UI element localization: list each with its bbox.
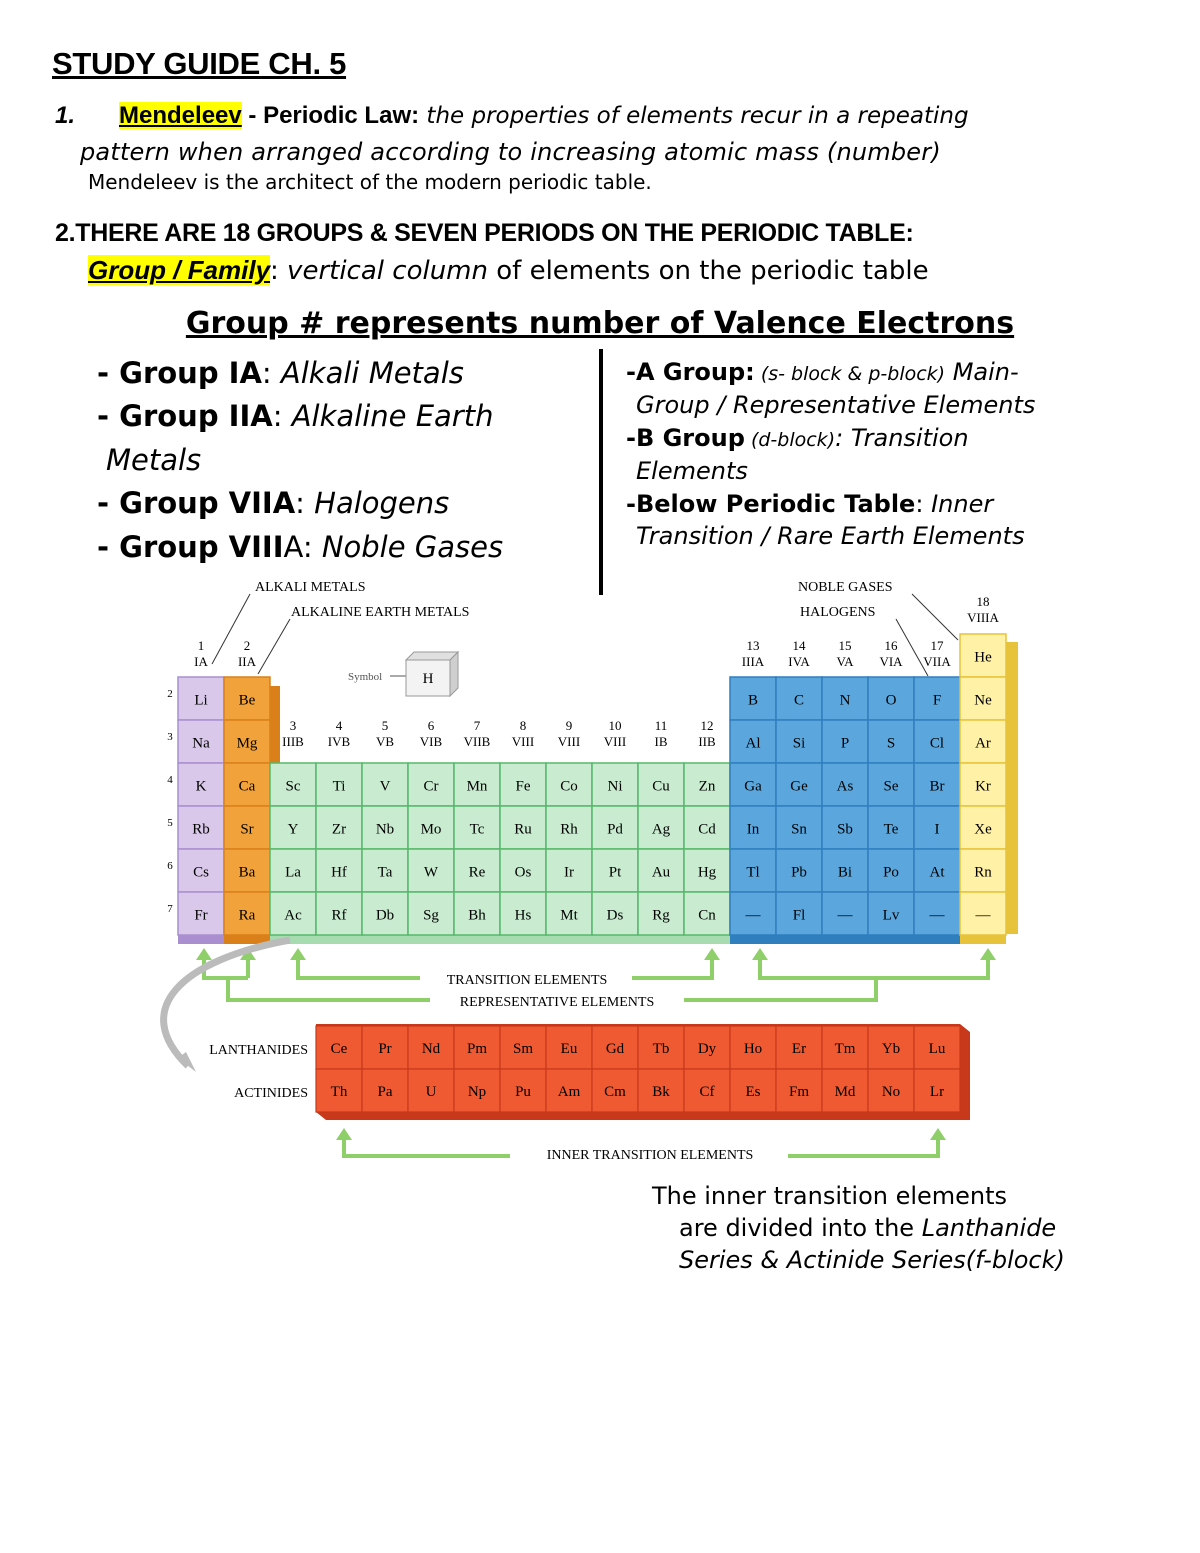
group-roman: VIIB (463, 734, 491, 749)
element-symbol: Rg (652, 907, 670, 924)
element-symbol: Mg (236, 735, 258, 752)
element-symbol: Db (375, 907, 395, 924)
group-number: 3 (289, 718, 297, 733)
group-roman: VIII (603, 734, 627, 749)
transition-arrowhead-right (704, 948, 720, 960)
inner-transition-label: INNER TRANSITION ELEMENTS (546, 1148, 754, 1163)
element-symbol: Bi (837, 864, 853, 881)
element-symbol: La (285, 864, 301, 881)
element-symbol: Zr (331, 821, 347, 838)
item-1-number: 1. (55, 102, 76, 129)
lanthanide-symbol: Sm (512, 1041, 534, 1057)
symbol-key-label: Symbol (348, 671, 383, 683)
group-ia-item (97, 356, 464, 390)
element-symbol: Ac (284, 907, 302, 924)
group-viii-item (97, 530, 503, 564)
group-roman: IIIA (741, 654, 765, 669)
group-roman: IVB (327, 734, 351, 749)
actinides-label: ACTINIDES (234, 1086, 308, 1101)
group-viia-item (97, 486, 449, 520)
periodic-law-text-a: the properties of elements recur in a repeating (419, 103, 969, 129)
a-group-value-1: Main- (945, 358, 1019, 386)
element-symbol: Xe (974, 821, 992, 838)
note-text-b: are divided into the (679, 1214, 922, 1242)
actinide-symbol: Np (467, 1084, 487, 1100)
main-bottom-shade (730, 935, 960, 944)
group-number: 15 (838, 638, 852, 653)
group-roman: VIIIA (967, 610, 999, 625)
period-number: 6 (167, 860, 173, 872)
representative-arrowhead-1 (196, 948, 212, 960)
element-symbol: B (747, 692, 759, 709)
periodic-table-diagram (0, 570, 1200, 1190)
symbol-key-top (406, 652, 458, 660)
element-symbol: Ta (377, 864, 393, 881)
item-2-definition (88, 255, 929, 286)
element-symbol: Hs (514, 907, 532, 924)
group-family-term: Group / Family (88, 255, 271, 285)
actinide-symbol: Th (330, 1084, 348, 1100)
element-symbol: — (837, 907, 853, 924)
noble-side-shade (1006, 642, 1018, 934)
list-sep: : (295, 486, 315, 520)
group-roman: IIIB (282, 734, 304, 749)
lanthanide-symbol: Ce (330, 1041, 348, 1057)
element-symbol: Ra (238, 907, 256, 924)
lanthanide-symbol: Tb (652, 1041, 670, 1057)
page-title: STUDY GUIDE CH. 5 (52, 46, 347, 81)
element-symbol: Hg (697, 864, 717, 881)
element-symbol: Hf (331, 864, 347, 881)
lanthanide-symbol: Nd (421, 1041, 441, 1057)
group-number: 13 (746, 638, 760, 653)
definition-italic: vertical column (278, 256, 497, 286)
group-iia-continuation: Metals (106, 443, 202, 477)
element-symbol: Ni (607, 778, 623, 795)
alkali-bottom-shade (178, 935, 224, 944)
group-roman: IIA (237, 654, 257, 669)
element-symbol: In (746, 821, 760, 838)
below-table-item (626, 490, 993, 518)
element-symbol: Ga (744, 778, 762, 795)
element-symbol: Tc (469, 821, 485, 838)
element-symbol: Rf (331, 907, 347, 924)
element-symbol: Pd (607, 821, 623, 838)
element-symbol: Rb (192, 821, 210, 838)
element-symbol: Bh (468, 907, 486, 924)
group-number: 1 (197, 638, 205, 653)
actinide-symbol: Cf (699, 1084, 715, 1100)
element-symbol: Os (514, 864, 532, 881)
actinide-symbol: No (881, 1084, 901, 1100)
element-symbol: — (975, 907, 991, 924)
element-symbol: Sr (240, 821, 254, 838)
element-symbol: Ti (332, 778, 346, 795)
element-symbol: Sc (285, 778, 301, 795)
element-symbol: Sb (837, 821, 853, 838)
element-symbol: Nb (375, 821, 395, 838)
list-label: Group IA (119, 356, 262, 390)
inner-arrow-right (788, 1140, 938, 1156)
group-roman: IB (654, 734, 668, 749)
list-label: Group IIA (119, 399, 273, 433)
element-symbol: Pt (608, 864, 622, 881)
element-symbol: Mn (466, 778, 488, 795)
element-symbol: I (934, 821, 940, 838)
element-symbol: At (929, 864, 945, 881)
b-group-label: -B Group (626, 424, 745, 452)
group-number: 16 (884, 638, 898, 653)
list-value: Halogens (314, 486, 450, 520)
lanthanide-symbol: Tm (834, 1041, 856, 1057)
list-value: Alkali Metals (280, 356, 464, 390)
element-symbol: C (793, 692, 805, 709)
alkaline-earth-label: ALKALINE EARTH METALS (291, 605, 470, 620)
a-group-label: -A Group: (626, 358, 755, 386)
element-symbol: N (839, 692, 851, 709)
actinide-symbol: Bk (652, 1084, 670, 1100)
group-roman: VIA (879, 654, 903, 669)
list-value: Noble Gases (321, 530, 504, 564)
element-symbol: Y (287, 821, 299, 838)
element-symbol: Al (745, 735, 761, 752)
element-symbol: — (745, 907, 761, 924)
representative-arrowhead-3 (752, 948, 768, 960)
symbol-key-side (450, 652, 458, 696)
item-1-bullet (88, 170, 652, 194)
list-value: Alkaline Earth (291, 399, 494, 433)
inner-arrowhead-left (336, 1128, 352, 1140)
element-symbol: Mt (560, 907, 578, 924)
element-symbol: Br (929, 778, 945, 795)
representative-arrow-right-2 (876, 960, 988, 978)
element-symbol: Ru (514, 821, 532, 838)
group-number: 9 (565, 718, 573, 733)
note-text-c: Series & Actinide Series(f-block) (679, 1246, 1065, 1274)
periodic-law-text-b: pattern when arranged according to increasing atomic mass (number) (80, 138, 941, 166)
element-symbol: Ds (606, 907, 624, 924)
list-sep: : (272, 399, 292, 433)
element-symbol: Cr (423, 778, 439, 795)
element-symbol: Ag (651, 821, 671, 838)
element-symbol: — (929, 907, 945, 924)
lanthanide-symbol: Eu (560, 1041, 578, 1057)
element-symbol: Sn (791, 821, 807, 838)
element-symbol: Te (883, 821, 899, 838)
a-group-paren: (s- block & p-block) (754, 363, 946, 385)
element-symbol: Ba (238, 864, 256, 881)
halogens-label: HALOGENS (800, 605, 876, 620)
actinide-symbol: Cm (604, 1084, 626, 1100)
list-label-suffix: A (283, 530, 303, 564)
element-symbol: Cd (698, 821, 716, 838)
actinide-symbol: Am (557, 1084, 581, 1100)
transition-bottom-shade (270, 935, 730, 944)
element-symbol: Re (468, 864, 486, 881)
element-symbol: Si (792, 735, 806, 752)
element-symbol: Ca (238, 778, 256, 795)
element-symbol: V (379, 778, 391, 795)
definition-rest: of elements on the periodic table (496, 256, 929, 286)
note-text-b-italic: Lanthanide (921, 1214, 1057, 1242)
element-symbol: Sg (423, 907, 439, 924)
period-number: 3 (167, 731, 173, 743)
element-symbol: Cn (698, 907, 716, 924)
period-number: 2 (167, 688, 173, 700)
actinide-symbol: U (425, 1084, 437, 1100)
element-symbol: Cs (193, 864, 209, 881)
b-group-item (626, 424, 969, 452)
element-symbol: Cu (652, 778, 670, 795)
list-label: Group VIIA (119, 486, 296, 520)
item-2-heading: 2.THERE ARE 18 GROUPS & SEVEN PERIODS ON THE PERIODIC TABLE: (55, 219, 914, 247)
actinide-symbol: Pu (515, 1084, 531, 1100)
lanthanide-symbol: Dy (697, 1041, 717, 1057)
list-sep: : (302, 530, 322, 564)
lanthanide-symbol: Yb (881, 1041, 901, 1057)
period-number: 4 (167, 774, 173, 786)
list-label: Group VIII (119, 530, 284, 564)
group-roman: VA (836, 654, 854, 669)
group-heading: Group # represents number of Valence Electrons (185, 306, 1015, 341)
group-number: 10 (608, 718, 622, 733)
element-symbol: Fr (194, 907, 208, 924)
group-number: 6 (427, 718, 435, 733)
b-group-value-2: Elements (636, 457, 748, 485)
b-group-paren: (d-block) (744, 429, 836, 451)
element-symbol: Mo (420, 821, 442, 838)
symbol-key-example: H (422, 671, 434, 687)
lanthanide-symbol: Er (791, 1041, 807, 1057)
transition-arrowhead-left (290, 948, 306, 960)
actinide-symbol: Md (834, 1084, 856, 1100)
inner-transition-note (652, 1180, 1065, 1276)
lanthanide-symbol: Pm (466, 1041, 488, 1057)
mendeleev-name: Mendeleev (119, 102, 242, 129)
lanthanide-symbol: Lu (928, 1041, 946, 1057)
group-roman: VIB (419, 734, 443, 749)
group-roman: VB (375, 734, 395, 749)
element-symbol: As (836, 778, 854, 795)
element-symbol: Rn (974, 864, 992, 881)
transition-arrow-left (298, 960, 420, 978)
group-number: 2 (243, 638, 251, 653)
list-dash: - (97, 530, 120, 564)
list-dash: - (97, 399, 120, 433)
group-number: 17 (930, 638, 944, 653)
lanthanide-symbol: Gd (605, 1041, 625, 1057)
actinide-symbol: Fm (788, 1084, 810, 1100)
alkaline-pointer (258, 619, 290, 674)
element-symbol: Lv (882, 907, 900, 924)
group-number: 5 (381, 718, 389, 733)
element-symbol: Ir (564, 864, 574, 881)
alkali-metals-label: ALKALI METALS (255, 580, 366, 595)
element-symbol: Ar (975, 735, 991, 752)
group-roman: IA (194, 654, 208, 669)
a-group-item (626, 358, 1019, 386)
below-table-label: -Below Periodic Table (626, 490, 916, 518)
group-number: 14 (792, 638, 806, 653)
element-symbol: S (886, 735, 896, 752)
list-dash: - (97, 486, 120, 520)
group-roman: VIII (557, 734, 581, 749)
actinide-symbol: Pa (377, 1084, 393, 1100)
noble-pointer (912, 594, 958, 640)
a-group-value-2: Group / Representative Elements (636, 391, 1036, 419)
element-symbol: Tl (746, 864, 760, 881)
lanthanide-symbol: Ho (743, 1041, 763, 1057)
transition-elements-label: TRANSITION ELEMENTS (446, 973, 608, 988)
element-symbol: O (885, 692, 897, 709)
column-divider (599, 349, 603, 595)
element-symbol: Zn (698, 778, 716, 795)
element-symbol: Fl (792, 907, 806, 924)
lanthanides-label: LANTHANIDES (209, 1043, 308, 1058)
group-roman: IIB (698, 734, 716, 749)
group-roman: VIII (511, 734, 535, 749)
group-roman: VIIA (923, 654, 951, 669)
group-number: 7 (473, 718, 481, 733)
group-number: 8 (519, 718, 527, 733)
dash: - (241, 102, 264, 129)
transition-arrow-right (632, 960, 712, 978)
element-symbol: P (840, 735, 850, 752)
element-symbol: Ge (790, 778, 808, 795)
period-number: 5 (167, 817, 173, 829)
group-roman: IVA (788, 654, 810, 669)
noble-gases-label: NOBLE GASES (798, 580, 893, 595)
element-symbol: Kr (975, 778, 991, 795)
inner-arrowhead-right (930, 1128, 946, 1140)
element-symbol: Po (883, 864, 899, 881)
below-table-sep: : (915, 490, 932, 518)
element-symbol: W (423, 864, 439, 881)
representative-elements-label: REPRESENTATIVE ELEMENTS (459, 995, 655, 1010)
periodic-law-label: Periodic Law: (263, 102, 420, 129)
element-symbol: Rh (560, 821, 578, 838)
group-number: 4 (335, 718, 343, 733)
element-symbol: Se (883, 778, 899, 795)
group-number: 11 (654, 718, 668, 733)
group-number: 12 (700, 718, 714, 733)
element-symbol: Fe (515, 778, 531, 795)
element-symbol: F (932, 692, 942, 709)
below-table-value-1: Inner (931, 490, 994, 518)
group-iia-item (97, 399, 494, 433)
lanthanide-symbol: Pr (378, 1041, 392, 1057)
element-symbol: Cl (929, 735, 945, 752)
element-symbol: Li (194, 692, 208, 709)
note-text-a: The inner transition elements (652, 1182, 1008, 1210)
element-symbol: Co (560, 778, 578, 795)
colon: : (270, 256, 279, 286)
item-1-line (55, 102, 969, 130)
period-number: 7 (167, 903, 173, 915)
representative-arrowhead-4 (980, 948, 996, 960)
element-symbol: Pb (791, 864, 807, 881)
actinide-symbol: Lr (929, 1084, 945, 1100)
noble-bottom-shade (960, 935, 1006, 944)
element-symbol: Na (192, 735, 210, 752)
element-symbol: K (195, 778, 207, 795)
list-sep: : (261, 356, 281, 390)
element-symbol: Ne (974, 692, 992, 709)
below-table-value-2: Transition / Rare Earth Elements (636, 522, 1025, 550)
inner-arrow-left (344, 1140, 510, 1156)
actinide-symbol: Es (745, 1084, 761, 1100)
b-group-value-1: : Transition (835, 424, 969, 452)
element-symbol: He (974, 649, 992, 666)
group-number: 18 (976, 594, 990, 609)
element-symbol: Be (238, 692, 256, 709)
element-symbol: Au (651, 864, 671, 881)
list-dash: - (97, 356, 120, 390)
bullet-text: Mendeleev is the architect of the modern periodic table. (88, 170, 652, 194)
